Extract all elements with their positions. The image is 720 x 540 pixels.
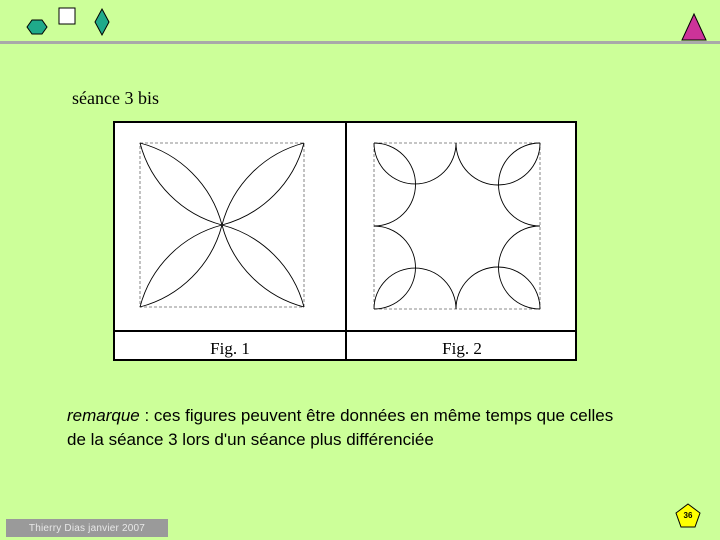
diamond-icon[interactable]: [95, 9, 109, 35]
fig2-arcs: [374, 143, 540, 309]
figure-divider-vertical: [345, 123, 347, 359]
footer-author-date: Thierry Dias janvier 2007: [6, 519, 168, 537]
figure-1-caption: Fig. 1: [210, 339, 250, 358]
fig1-petals: [140, 143, 304, 307]
top-nav-shapes: [0, 0, 720, 45]
triangle-icon[interactable]: [682, 14, 706, 40]
header-divider: [0, 41, 720, 44]
slide-title: séance 3 bis: [72, 88, 159, 108]
hexagon-icon[interactable]: [27, 20, 47, 34]
remark-line-1: : ces figures peuvent être données en même temps que celles: [139, 406, 614, 425]
fig2-dashed-square: [374, 143, 540, 309]
page-number: 36: [683, 510, 693, 520]
square-icon[interactable]: [59, 8, 75, 24]
figure-table: [113, 121, 577, 361]
page-number-badge[interactable]: [675, 503, 701, 529]
figure-1-drawing: [115, 123, 345, 330]
remark-label: remarque: [67, 406, 140, 425]
figure-2-drawing: [347, 123, 577, 330]
figure-divider-horizontal: [115, 330, 575, 332]
remark-line-2: de la séance 3 lors d'un séance plus différenciée: [67, 430, 434, 449]
figure-2-caption: Fig. 2: [442, 339, 482, 358]
remark-paragraph: [67, 404, 667, 452]
